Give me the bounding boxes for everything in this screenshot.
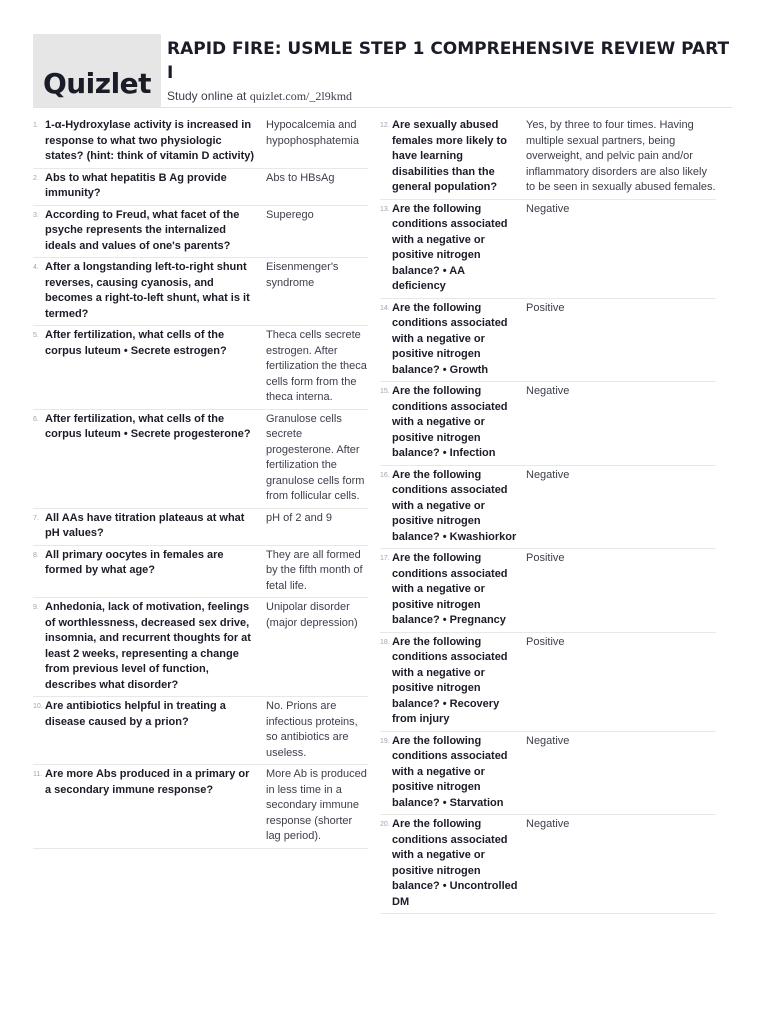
flashcard-row — [33, 509, 368, 546]
flashcard-row — [380, 549, 716, 633]
card-question: After a longstanding left-to-right shunt reverses, causing cyanosis, and becomes a right-to-left shunt, what is it termed? — [45, 261, 250, 320]
card-answer: Positive — [526, 301, 565, 314]
card-answer: Granulose cells secrete progesterone. After fertilization the granulose cells form from follicular cells. — [266, 412, 365, 502]
card-answer: More Ab is produced in less time in a secondary immune response (shorter lag period). — [266, 768, 367, 842]
card-answer: pH of 2 and 9 — [266, 511, 333, 524]
card-question: All primary oocytes in females are formed by what age? — [45, 548, 224, 576]
flashcard-row — [33, 765, 368, 849]
card-number: 5. — [33, 332, 39, 339]
card-number: 15. — [380, 388, 390, 395]
card-number: 17. — [380, 555, 390, 562]
card-number: 7. — [33, 514, 39, 522]
page-title: RAPID FIRE: USMLE STEP 1 COMPREHENSIVE REVIEW PART I — [167, 39, 730, 83]
card-question: According to Freud, what facet of the psyche represents the internalized ideals and values of one's parents? — [45, 208, 240, 252]
card-answer: Negative — [526, 385, 570, 397]
card-number: 9. — [33, 604, 39, 611]
flashcard-row — [380, 633, 716, 732]
card-number: 2. — [33, 174, 39, 182]
flashcard-row — [380, 732, 716, 816]
right-card-column — [380, 116, 716, 914]
card-number: 16. — [380, 471, 390, 479]
card-number: 4. — [33, 264, 39, 271]
card-question: Abs to what hepatitis B Ag provide immunity? — [45, 171, 227, 199]
card-answer: No. Prions are infectious proteins, so antibiotics are useless. — [266, 700, 358, 759]
left-card-column — [33, 116, 368, 849]
card-question: After fertilization, what cells of the corpus luteum • Secrete estrogen? — [45, 329, 227, 357]
logo-text: Quizlet — [42, 67, 152, 100]
flashcard-row — [380, 466, 716, 550]
card-answer: Eisenmenger's syndrome — [266, 261, 339, 289]
card-number: 18. — [380, 638, 390, 646]
card-question: Are the following conditions associated with a negative or positive nitrogen balance? • Starvation — [392, 734, 508, 809]
card-question: Are the following conditions associated with a negative or positive nitrogen balance? • Uncontrolled DM — [392, 818, 518, 908]
card-answer: They are all formed by the fifth month of fetal life. — [266, 548, 363, 592]
card-answer: Negative — [526, 468, 570, 481]
card-number: 6. — [33, 415, 39, 423]
card-answer: Negative — [526, 734, 570, 747]
card-answer: Negative — [526, 818, 570, 830]
card-question: Are the following conditions associated with a negative or positive nitrogen balance? • Infection — [392, 385, 508, 459]
card-question: Are the following conditions associated with a negative or positive nitrogen balance? • Pregnancy — [392, 552, 508, 626]
card-question: Are more Abs produced in a primary or a secondary immune response? — [45, 768, 250, 796]
quizlet-logo — [33, 34, 161, 108]
card-question: Are the following conditions associated with a negative or positive nitrogen balance? • Growth — [392, 301, 508, 376]
flashcard-row — [33, 598, 368, 697]
card-answer: Unipolar disorder (major depression) — [266, 601, 358, 629]
flashcard-row — [380, 116, 716, 200]
card-answer: Yes, by three to four times. Having multiple sexual partners, being overweight, and pelvic pain and/or inflammatory disorders are also likely to be seen in sexually abused females. — [526, 119, 716, 193]
card-question: All AAs have titration plateaus at what pH values? — [45, 511, 245, 539]
flashcard-row — [33, 546, 368, 599]
card-answer: Hypocalcemia and hypophosphatemia — [266, 119, 359, 147]
study-url-link[interactable]: quizlet.com/_2l9kmd — [249, 89, 353, 103]
card-number: 3. — [33, 211, 39, 219]
card-answer: Theca cells secrete estrogen. After fertilization the theca cells form from the theca interna. — [266, 329, 367, 403]
card-question: Anhedonia, lack of motivation, feelings of worthlessness, decreased sex drive, insomnia, and recurrent thoughts for at least 2 weeks, representing a change from previous level of function, describes what disorder? — [45, 601, 251, 691]
card-question: Are antibiotics helpful in treating a disease caused by a prion? — [45, 700, 226, 728]
flashcard-row — [33, 697, 368, 765]
card-number: 11. — [33, 771, 43, 778]
flashcard-row — [33, 326, 368, 410]
card-question: Are the following conditions associated with a negative or positive nitrogen balance? • AA deficiency — [392, 202, 508, 292]
card-number: 14. — [380, 304, 390, 312]
flashcard-row — [380, 299, 716, 383]
card-number: 10. — [33, 703, 43, 710]
flashcard-row — [380, 382, 716, 466]
card-answer: Positive — [526, 635, 565, 648]
card-number: 1. — [33, 122, 39, 129]
card-number: 19. — [380, 737, 390, 745]
card-answer: Negative — [526, 202, 570, 215]
card-question: After fertilization, what cells of the corpus luteum • Secrete progesterone? — [45, 412, 251, 440]
flashcard-row — [33, 206, 368, 259]
card-question: 1-α-Hydroxylase activity is increased in response to what two physiologic states? (hint: think of vitamin D activity) — [45, 119, 255, 162]
card-number: 8. — [33, 551, 39, 559]
card-question: Are sexually abused females more likely to have learning disabilities than the general population? — [392, 119, 507, 193]
flashcard-row — [33, 258, 368, 326]
flashcard-row — [380, 815, 716, 914]
card-number: 13. — [380, 205, 390, 213]
card-number: 20. — [380, 821, 390, 828]
flashcard-row — [380, 200, 716, 299]
card-number: 12. — [380, 122, 390, 129]
card-answer: Abs to HBsAg — [266, 171, 335, 184]
flashcard-row — [33, 410, 368, 509]
card-question: Are the following conditions associated with a negative or positive nitrogen balance? • Recovery from injury — [392, 635, 508, 725]
study-online-line — [167, 89, 352, 104]
flashcard-row — [33, 169, 368, 206]
card-answer: Positive — [526, 552, 565, 564]
header-divider — [33, 107, 732, 108]
card-answer: Superego — [266, 208, 314, 221]
study-prefix: Study online at — [167, 89, 250, 103]
card-question: Are the following conditions associated with a negative or positive nitrogen balance? • Kwashiorkor — [392, 468, 517, 543]
flashcard-row — [33, 116, 368, 169]
